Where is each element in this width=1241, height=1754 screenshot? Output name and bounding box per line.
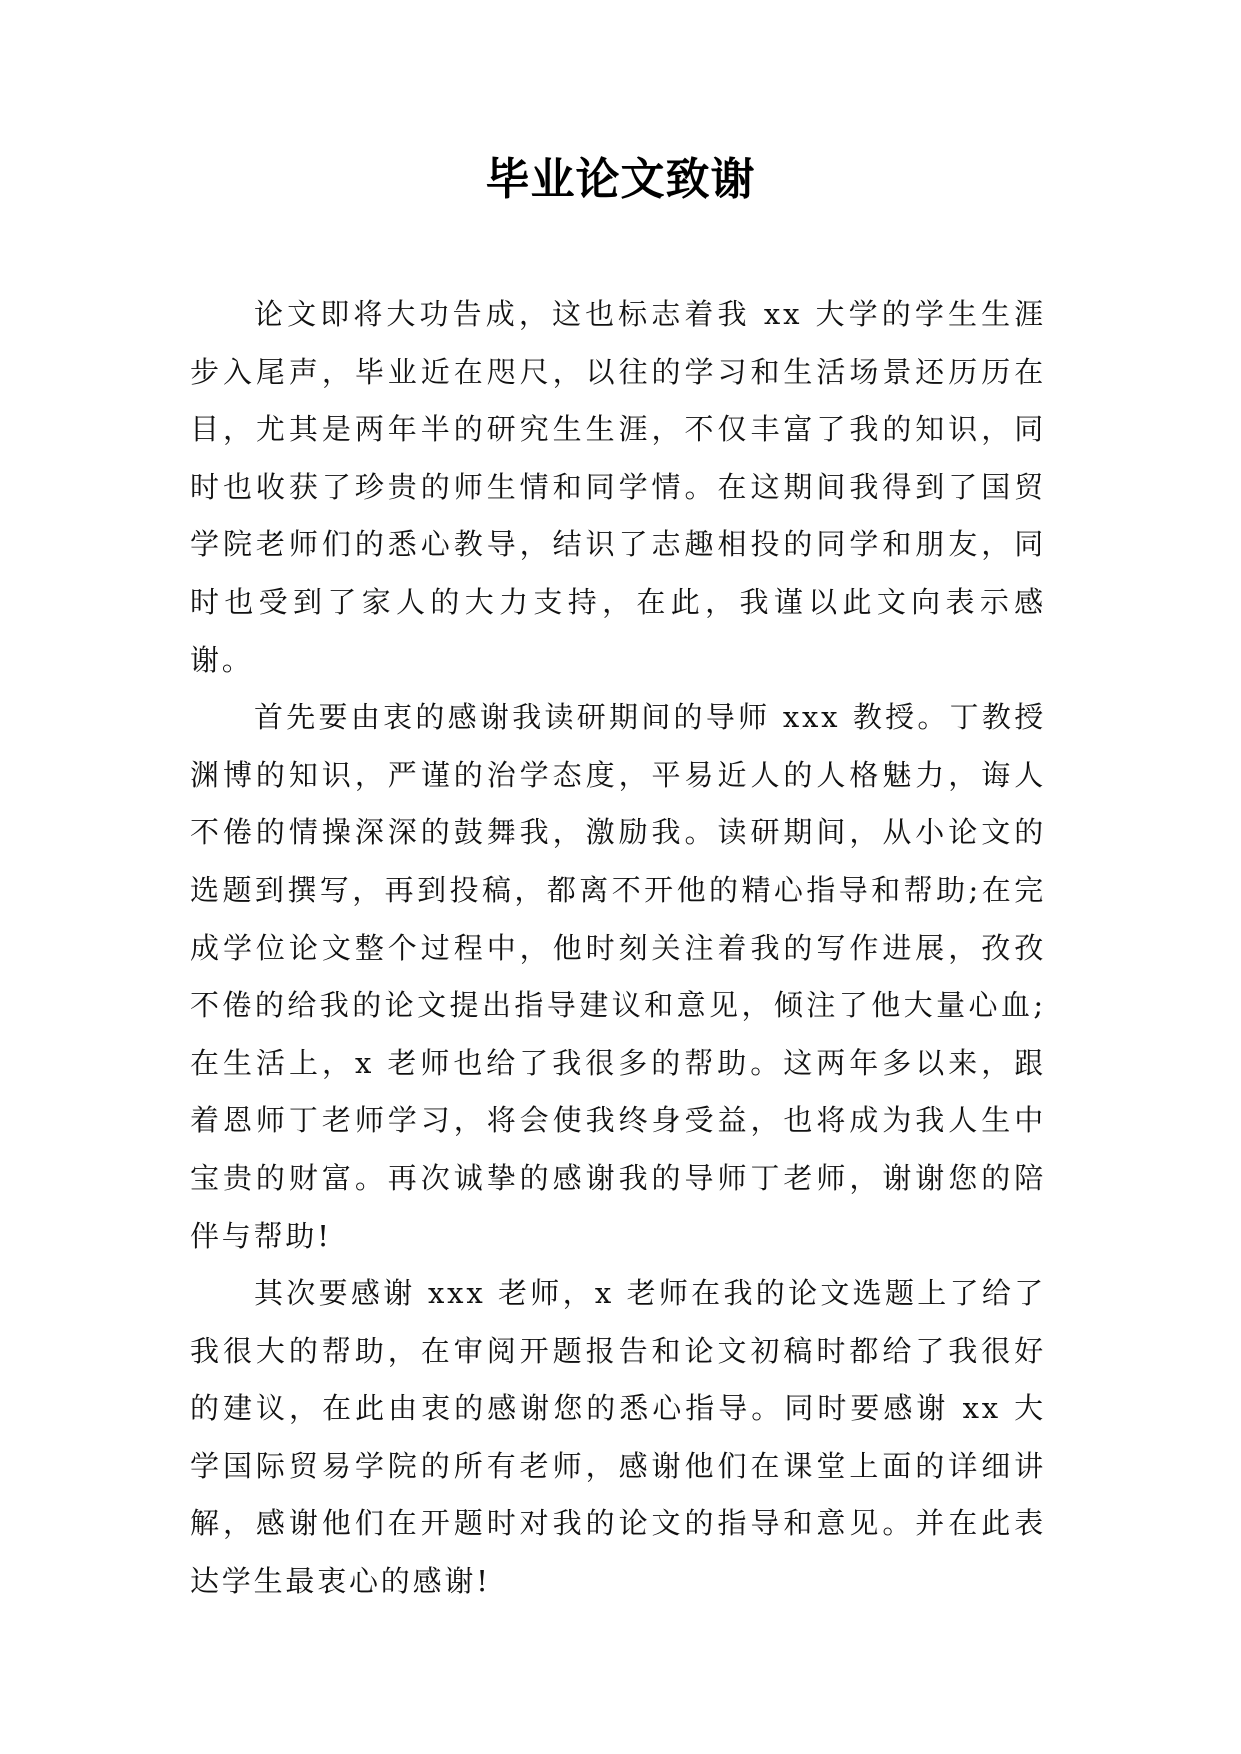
paragraph-intro: 论文即将大功告成，这也标志着我 xx 大学的学生生涯步入尾声，毕业近在咫尺，以往的学习和生活场景还历历在目，尤其是两年半的研究生生涯，不仅丰富了我的知识，同时也收获了珍贵的师生情和同学情。在这期间我得到了国贸学院老师们的悉心教导，结识了志趣相投的同学和朋友，同时也受到了家人的大力支持，在此，我谨以此文向表示感谢。 xyxy=(190,297,1046,677)
paragraph-advisor-thanks: 首先要由衷的感谢我读研期间的导师 xxx 教授。丁教授渊博的知识，严谨的治学态度，平易近人的人格魅力，诲人不倦的情操深深的鼓舞我，激励我。读研期间，从小论文的选题到撰写，再到投稿，都离不开他的精心指导和帮助;在完成学位论文整个过程中，他时刻关注着我的写作进展，孜孜不倦的给我的论文提出指导建议和意见，倾注了他大量心血;在生活上，x 老师也给了我很多的帮助。这两年多以来，跟着恩师丁老师学习，将会使我终身受益，也将成为我人生中宝贵的财富。再次诚挚的感谢我的导师丁老师，谢谢您的陪伴与帮助! xyxy=(190,700,1046,1253)
document-body xyxy=(190,286,1046,1611)
document-title: 毕业论文致谢 xyxy=(485,154,756,205)
paragraph-teachers-thanks: 其次要感谢 xxx 老师，x 老师在我的论文选题上了给了我很大的帮助，在审阅开题报告和论文初稿时都给了我很好的建议，在此由衷的感谢您的悉心指导。同时要感谢 xx 大学国际贸易学院的所有老师，感谢他们在课堂上面的详细讲解，感谢他们在开题时对我的论文的指导和意见。并在此表达学生最衷心的感谢! xyxy=(190,1276,1046,1599)
